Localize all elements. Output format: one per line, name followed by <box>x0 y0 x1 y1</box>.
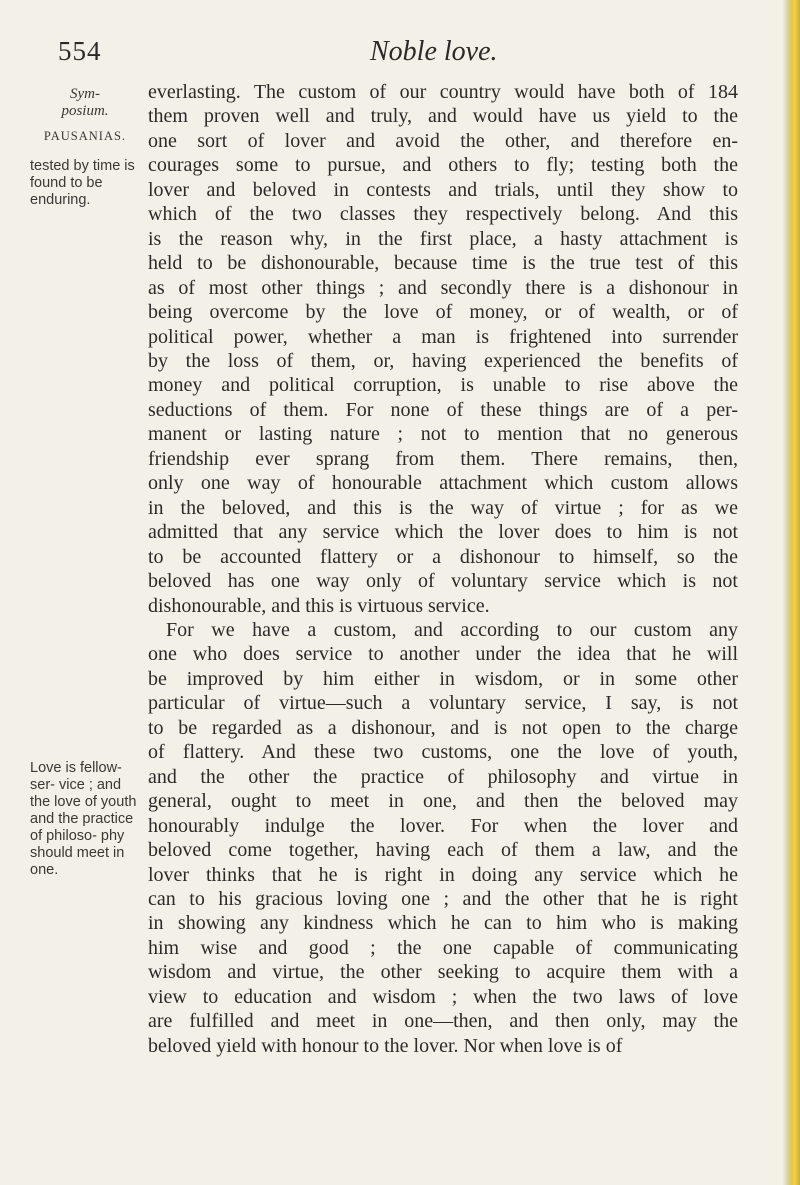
body-line: beloved yield with honour to the lover. Nor when love is of <box>148 1034 623 1057</box>
body-line: friendship ever sprang from them. There remains, then, <box>148 447 738 470</box>
body-line: lover and beloved in contests and trials, until they show to <box>148 178 738 201</box>
margin-note-speaker <box>30 86 140 145</box>
body-line: can to his gracious loving one ; and the other that he is right <box>148 887 738 910</box>
body-line: view to education and wisdom ; when the two laws of love <box>148 985 738 1008</box>
body-line: be improved by him either in wisdom, or in some other <box>148 667 738 690</box>
body-line: of flattery. And these two customs, one the love of youth, <box>148 741 738 764</box>
body-line: beloved come together, having each of them a law, and the <box>148 839 738 862</box>
body-line: courages some to pursue, and others to fly; testing both the <box>148 154 738 177</box>
body-line: admitted that any service which the lover does to him is not <box>148 521 738 544</box>
body-line: are fulfilled and meet in one—then, and then only, may the <box>148 1010 738 1033</box>
margin-note-time: tested by time is found to be enduring. <box>30 158 135 208</box>
body-line: For we have a custom, and according to our custom any <box>166 618 738 641</box>
body-line: wisdom and virtue, the other seeking to acquire them with a <box>148 961 738 984</box>
page-number: 554 <box>58 36 102 66</box>
body-line: is the reason why, in the first place, a hasty attachment is <box>148 227 738 250</box>
body-line: and the other the practice of philosophy and virtue in <box>148 765 738 788</box>
body-line: only one way of honourable attachment which custom allows <box>148 472 738 495</box>
running-title: Noble love. <box>370 36 498 67</box>
body-line: honourably indulge the lover. For when the lover and <box>148 814 738 837</box>
body-line: dishonourable, and this is virtuous service. <box>148 594 490 617</box>
body-line: by the loss of them, or, having experienced the benefits of <box>148 349 738 372</box>
dialogue-title-line2: posium. <box>61 103 109 119</box>
body-line: money and political corruption, is unable to rise above the <box>148 374 738 397</box>
body-line: particular of virtue—such a voluntary service, I say, is not <box>148 692 738 715</box>
body-line: him wise and good ; the one capable of communicating <box>148 936 738 959</box>
body-line: seductions of them. For none of these things are of a per- <box>148 398 738 421</box>
page-edge <box>782 0 800 1185</box>
body-line: to be regarded as a dishonour, and is not open to the charge <box>148 716 738 739</box>
body-line: general, ought to meet in one, and then the beloved may <box>148 790 738 813</box>
body-line: one who does service to another under the idea that he will <box>148 643 738 666</box>
dialogue-title-line1: Sym- <box>70 86 100 102</box>
page-header <box>58 36 718 72</box>
body-line: beloved has one way only of voluntary service which is not <box>148 570 738 593</box>
body-line: being overcome by the love of money, or of wealth, or of <box>148 301 738 324</box>
margin-note-love: Love is fellow-ser- vice ; and the love of youth and the practice of philoso- phy should meet in one. <box>30 760 137 878</box>
body-line: them proven well and truly, and would have us yield to the <box>148 105 738 128</box>
body-line: to be accounted flattery or a dishonour to himself, so the <box>148 545 738 568</box>
body-line: manent or lasting nature ; not to mention that no generous <box>148 423 738 446</box>
body-text <box>148 80 738 1058</box>
body-line: lover thinks that he is right in doing any service which he <box>148 863 738 886</box>
body-line: in the beloved, and this is the way of virtue ; for as we <box>148 496 738 519</box>
body-line: one sort of lover and avoid the other, and therefore en- <box>148 129 738 152</box>
body-line: in showing any kindness which he can to him who is making <box>148 912 738 935</box>
body-line: everlasting. The custom of our country would have both of 184 <box>148 81 738 103</box>
body-line: political power, whether a man is frightened into surrender <box>148 325 738 348</box>
body-line: as of most other things ; and secondly there is a dishonour in <box>148 276 738 299</box>
speaker-name: PAUSANIAS. <box>43 129 127 143</box>
body-line: which of the two classes they respectively belong. And this <box>148 203 738 226</box>
body-line: held to be dishonourable, because time is the true test of this <box>148 252 738 275</box>
